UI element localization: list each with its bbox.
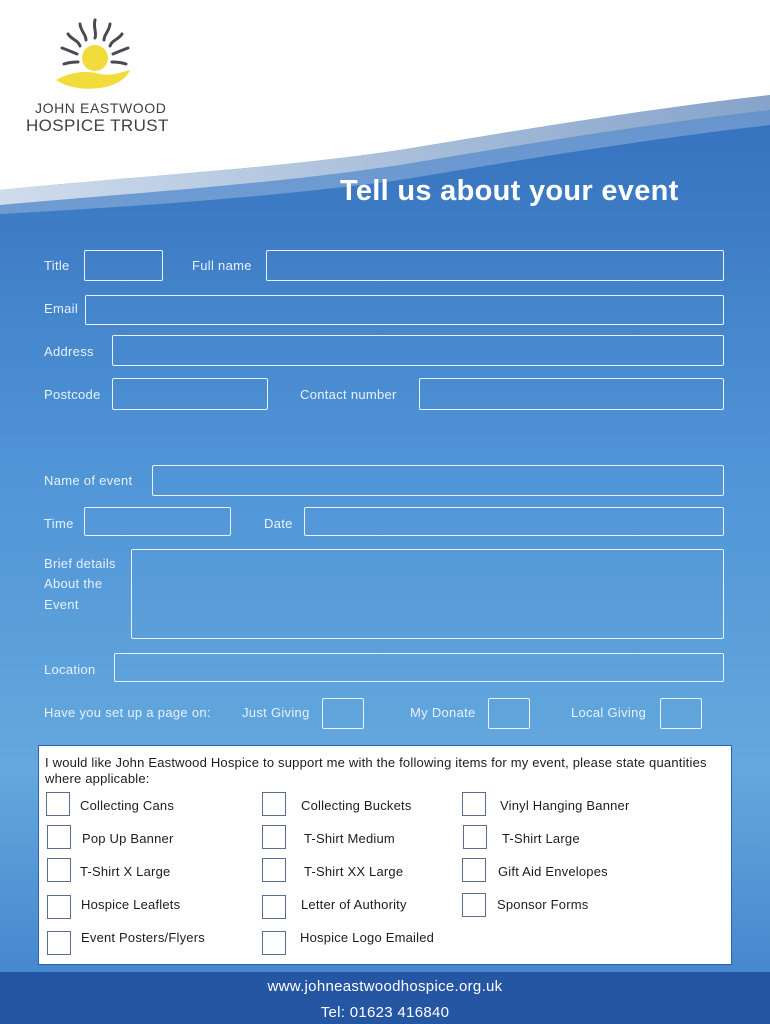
hospice-leaflets-label: Hospice Leaflets (81, 897, 181, 912)
collecting-buckets-checkbox[interactable] (262, 792, 286, 816)
contact-number-label: Contact number (300, 387, 397, 402)
hospice-leaflets-checkbox[interactable] (47, 895, 71, 919)
logo-line1: JOHN EASTWOOD (35, 100, 167, 116)
email-input[interactable] (85, 295, 724, 325)
support-intro: I would like John Eastwood Hospice to support me with the following items for my event, please state quantities where applicable: (45, 755, 707, 786)
title-input[interactable] (84, 250, 163, 281)
footer-phone: Tel: 01623 416840 (320, 1004, 450, 1021)
brief-details-textarea[interactable] (131, 549, 724, 639)
vinyl-hanging-banner-checkbox[interactable] (462, 792, 486, 816)
local-giving-label: Local Giving (571, 705, 647, 720)
t-shirt-medium-checkbox[interactable] (262, 825, 286, 849)
my-donate-label: My Donate (410, 705, 476, 720)
location-label: Location (44, 662, 96, 677)
t-shirt-medium-label: T-Shirt Medium (304, 831, 395, 846)
title-label: Title (44, 258, 70, 273)
footer-website[interactable]: www.johneastwoodhospice.org.uk (267, 978, 503, 995)
my-donate-checkbox[interactable] (488, 698, 530, 729)
email-label: Email (44, 301, 79, 316)
letter-of-authority-label: Letter of Authority (301, 897, 407, 912)
collecting-cans-label: Collecting Cans (80, 798, 175, 813)
vinyl-hanging-banner-label: Vinyl Hanging Banner (500, 798, 630, 813)
postcode-input[interactable] (112, 378, 268, 410)
full-name-label: Full name (192, 258, 252, 273)
t-shirt-x-large-checkbox[interactable] (47, 858, 71, 882)
pop-up-banner-label: Pop Up Banner (82, 831, 174, 846)
gift-aid-envelopes-label: Gift Aid Envelopes (498, 864, 608, 879)
event-posters-flyers-label: Event Posters/Flyers (81, 930, 205, 945)
t-shirt-xx-large-label: T-Shirt XX Large (304, 864, 404, 879)
brief-details-label-3: Event (44, 597, 79, 612)
page-setup-question: Have you set up a page on: (44, 705, 211, 720)
location-input[interactable] (114, 653, 724, 682)
time-input[interactable] (84, 507, 231, 536)
t-shirt-large-label: T-Shirt Large (502, 831, 580, 846)
address-input[interactable] (112, 335, 724, 366)
name-of-event-label: Name of event (44, 473, 133, 488)
collecting-buckets-label: Collecting Buckets (301, 798, 412, 813)
sponsor-forms-label: Sponsor Forms (497, 897, 589, 912)
time-label: Time (44, 516, 74, 531)
just-giving-checkbox[interactable] (322, 698, 364, 729)
t-shirt-large-checkbox[interactable] (463, 825, 487, 849)
collecting-cans-checkbox[interactable] (46, 792, 70, 816)
event-posters-flyers-checkbox[interactable] (47, 931, 71, 955)
postcode-label: Postcode (44, 387, 101, 402)
sun-hand-logo-icon (50, 12, 140, 98)
brief-details-label-2: About the (44, 576, 103, 591)
t-shirt-x-large-label: T-Shirt X Large (80, 864, 171, 879)
hospice-logo-emailed-label: Hospice Logo Emailed (300, 930, 435, 945)
full-name-input[interactable] (266, 250, 724, 281)
hospice-logo-emailed-checkbox[interactable] (262, 931, 286, 955)
name-of-event-input[interactable] (152, 465, 724, 496)
brief-details-label-1: Brief details (44, 556, 116, 571)
sponsor-forms-checkbox[interactable] (462, 893, 486, 917)
contact-number-input[interactable] (419, 378, 724, 410)
date-input[interactable] (304, 507, 724, 536)
address-label: Address (44, 344, 94, 359)
pop-up-banner-checkbox[interactable] (47, 825, 71, 849)
form-title: Tell us about your event (340, 175, 679, 207)
gift-aid-envelopes-checkbox[interactable] (462, 858, 486, 882)
just-giving-label: Just Giving (242, 705, 310, 720)
letter-of-authority-checkbox[interactable] (262, 895, 286, 919)
logo-line2: HOSPICE TRUST (26, 116, 169, 135)
local-giving-checkbox[interactable] (660, 698, 702, 729)
t-shirt-xx-large-checkbox[interactable] (262, 858, 286, 882)
date-label: Date (264, 516, 293, 531)
